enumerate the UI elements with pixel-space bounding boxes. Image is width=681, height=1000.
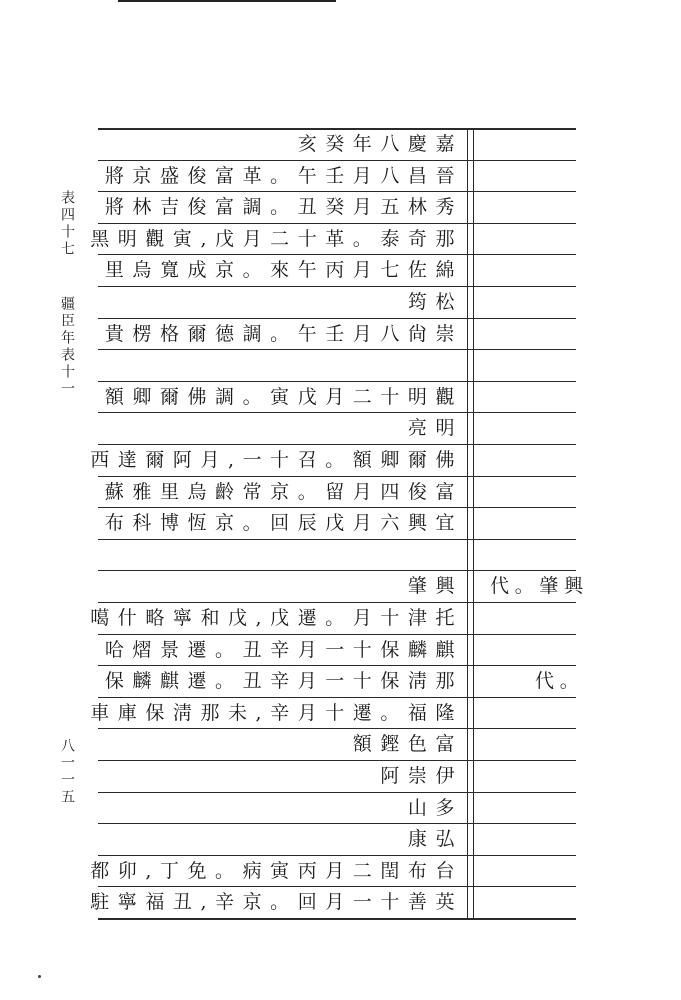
row-rule: [98, 855, 576, 856]
row-rule: [98, 160, 576, 161]
row-rule: [98, 697, 576, 698]
row-rule: [98, 886, 576, 887]
row-rule: [98, 444, 576, 445]
table-row-text: 亮明: [407, 417, 463, 439]
table-row-text: 貴楞格爾德調。午壬月八尙崇: [104, 323, 463, 345]
table-row-text: 蘇雅里烏齡常京。留月四俊富: [104, 481, 463, 503]
row-rule: [98, 412, 576, 413]
column-rule: [473, 128, 474, 918]
row-rule: [98, 191, 576, 192]
column-rule: [467, 128, 468, 918]
table-row-text: 阿崇伊: [380, 765, 463, 787]
table-row-text: 筠松: [407, 291, 463, 313]
table-title: 表四十七: [59, 190, 75, 258]
table-row-text: 里烏寬成京。來午丙月七佐綿: [104, 259, 463, 281]
row-rule: [98, 223, 576, 224]
row-rule: [98, 318, 576, 319]
row-rule: [98, 728, 576, 729]
row-rule: [98, 286, 576, 287]
table-row-note: 代。肇興: [490, 575, 589, 597]
row-rule: [98, 507, 576, 508]
row-rule: [98, 570, 576, 571]
row-rule: [98, 792, 576, 793]
row-rule: [98, 539, 576, 540]
row-rule: [98, 349, 576, 350]
speck: [38, 975, 41, 978]
table-row-text: 額鏗色富: [352, 733, 463, 755]
table-row-text: 車庫保淸那未,辛月十遷。福隆: [90, 702, 463, 724]
row-rule: [98, 760, 576, 761]
table-row-text: 肇興: [407, 575, 463, 597]
row-rule: [98, 381, 576, 382]
table-row-text: 康弘: [407, 828, 463, 850]
table-row-text: 噶什略寧和戊,戊遷。月十津托: [90, 607, 463, 629]
table-row-text: 亥癸年八慶嘉: [297, 133, 463, 155]
top-rule: [118, 0, 336, 2]
table-row-text: 將京盛俊富革。午壬月八昌晉: [104, 165, 463, 187]
table-row-note: 代。: [535, 670, 585, 692]
table-row-text: 山多: [407, 797, 463, 819]
table-row-text: 將林吉俊富調。丑癸月五林秀: [104, 196, 463, 218]
row-rule: [98, 823, 576, 824]
table-row-text: 哈熠景遷。丑辛月一十保麟麒: [104, 639, 463, 661]
table-row-text: 黑明觀寅,戊月二十革。泰奇那: [90, 228, 463, 250]
row-rule: [98, 918, 576, 920]
row-rule: [98, 602, 576, 603]
table-row-text: 額卿爾佛調。寅戊月二十明觀: [104, 386, 463, 408]
table-row-text: 布科博恆京。回辰戊月六興宜: [104, 512, 463, 534]
row-rule: [98, 476, 576, 477]
table-row-text: 保麟麒遷。丑辛月一十保淸那: [104, 670, 463, 692]
table-row-text: 都卯,丁免。病寅丙月二閏布台: [90, 860, 463, 882]
row-rule: [98, 634, 576, 635]
section-title: 疆臣年表十一: [59, 296, 75, 398]
page-number: 八一一五: [59, 738, 75, 806]
row-rule: [98, 128, 576, 130]
row-rule: [98, 254, 576, 255]
row-rule: [98, 665, 576, 666]
table-row-text: 西達爾阿月,一十召。額卿爾佛: [90, 449, 463, 471]
table-row-text: 駐寧福丑,辛京。回月一十善英: [90, 891, 463, 913]
